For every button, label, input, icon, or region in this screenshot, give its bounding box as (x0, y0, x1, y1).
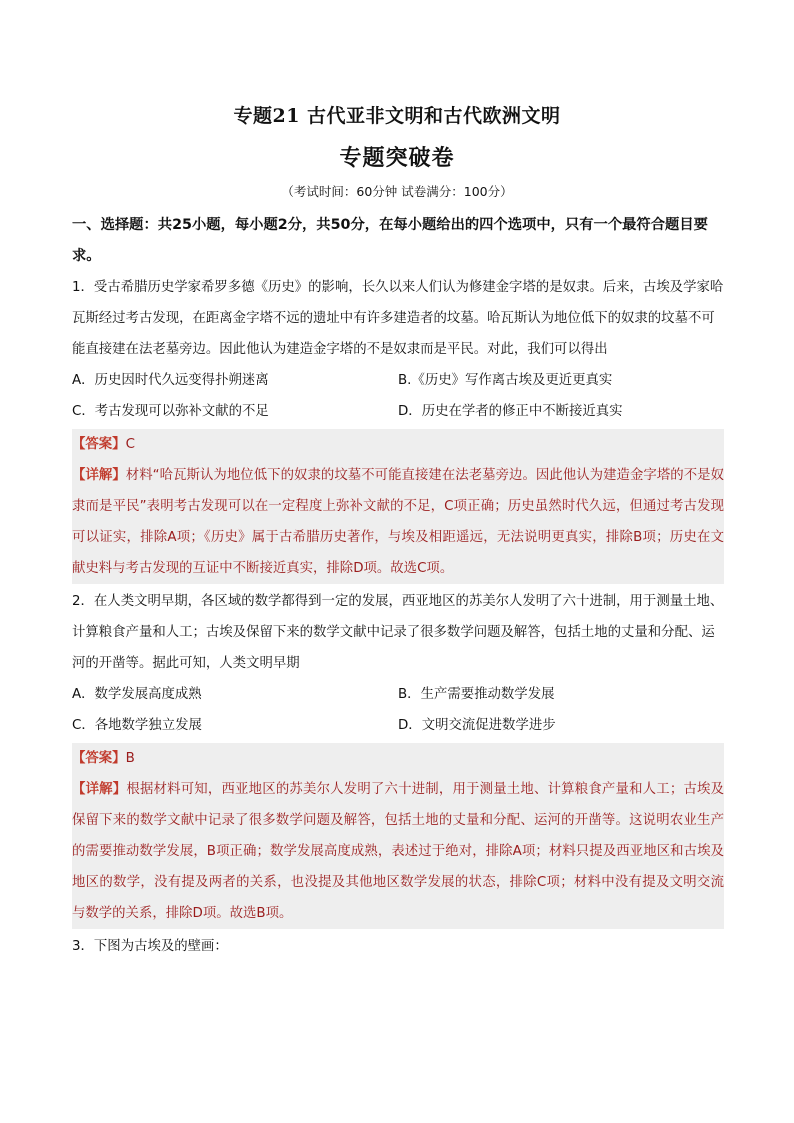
option-d: D．文明交流促进数学进步 (398, 718, 556, 733)
explanation-label: 【详解】 (72, 468, 126, 483)
page-subtitle: 专题突破卷 (339, 145, 455, 171)
option-a: A．数学发展高度成熟 (72, 687, 202, 702)
answer-value: B (125, 751, 135, 766)
answer-value: C (125, 437, 135, 452)
answer-line (72, 429, 724, 460)
question-options (72, 365, 724, 427)
explanation-text: 根据材料可知，西亚地区的苏美尔人发明了六十进制，用于测量土地、计算粮食产量和人工；古埃及保留下来的数学文献中记录了很多数学问题及解答，包括土地的丈量和分配、运河的开凿等。这说明农业生产的需要推动数学发展，B项正确；数学发展高度成熟，表述过于绝对，排除A项；材料只提及西亚地区和古埃及地区的数学，没有提及两者的关系，也没提及其他地区数学发展的状态，排除C项；材料中没有提及文明交流与数学的关系，排除D项。故选B项。 (72, 782, 725, 921)
explanation-label: 【详解】 (72, 782, 127, 797)
option-b: B．生产需要推动数学发展 (398, 687, 555, 702)
explanation-text: 材料“哈瓦斯认为地位低下的奴隶的坟墓不可能直接建在法老墓旁边。因此他认为建造金字塔的不是奴隶而是平民”表明考古发现可以在一定程度上弥补文献的不足，C项正确；历史虽然时代久远，但通过考古发现可以证实，排除A项；《历史》属于古希腊历史著作，与埃及相距遥远，无法说明更真实，排除B项；历史在文献史料与考古发现的互证中不断接近真实，排除D项。故选C项。 (72, 468, 725, 576)
answer-label: 【答案】 (72, 751, 126, 766)
page-title: 专题21 古代亚非文明和古代欧洲文明 (233, 105, 561, 127)
explanation (72, 460, 724, 584)
question-stem: 3．下图为古埃及的壁画： (72, 939, 228, 954)
answer-label: 【答案】 (72, 437, 126, 452)
option-c: C．各地数学独立发展 (72, 718, 202, 733)
question-3 (72, 931, 724, 962)
answer-line (72, 743, 724, 774)
question-stem: 2．在人类文明早期，各区域的数学都得到一定的发展，西亚地区的苏美尔人发明了六十进制，用于测量土地、计算粮食产量和人工；古埃及保留下来的数学文献中记录了很多数学问题及解答，包括土地的丈量和分配、运河的开凿等。据此可知，人类文明早期 (72, 594, 724, 671)
question-2 (72, 586, 724, 929)
explanation (72, 774, 724, 929)
option-c: C．考古发现可以弥补文献的不足 (72, 404, 269, 419)
answer-box (72, 429, 724, 584)
question-stem: 1．受古希腊历史学家希罗多德《历史》的影响，长久以来人们认为修建金字塔的是奴隶。后来，古埃及学家哈瓦斯经过考古发现，在距离金字塔不远的遗址中有许多建造者的坟墓。哈瓦斯认为地位低下的奴隶的坟墓不可能直接建在法老墓旁边。因此他认为建造金字塔的不是奴隶而是平民。对此，我们可以得出 (72, 280, 724, 357)
option-b: B.《历史》写作离古埃及更近更真实 (398, 373, 613, 388)
exam-content (72, 210, 724, 962)
question-options (72, 679, 724, 741)
exam-meta: （考试时间：60分钟 试卷满分：100分） (281, 184, 513, 199)
option-a: A．历史因时代久远变得扑朔迷离 (72, 373, 269, 388)
answer-box (72, 743, 724, 929)
section-heading: 一、选择题：共25小题，每小题2分，共50分，在每小题给出的四个选项中，只有一个最符合题目要求。 (72, 217, 708, 264)
option-d: D．历史在学者的修正中不断接近真实 (398, 404, 623, 419)
question-1 (72, 272, 724, 584)
